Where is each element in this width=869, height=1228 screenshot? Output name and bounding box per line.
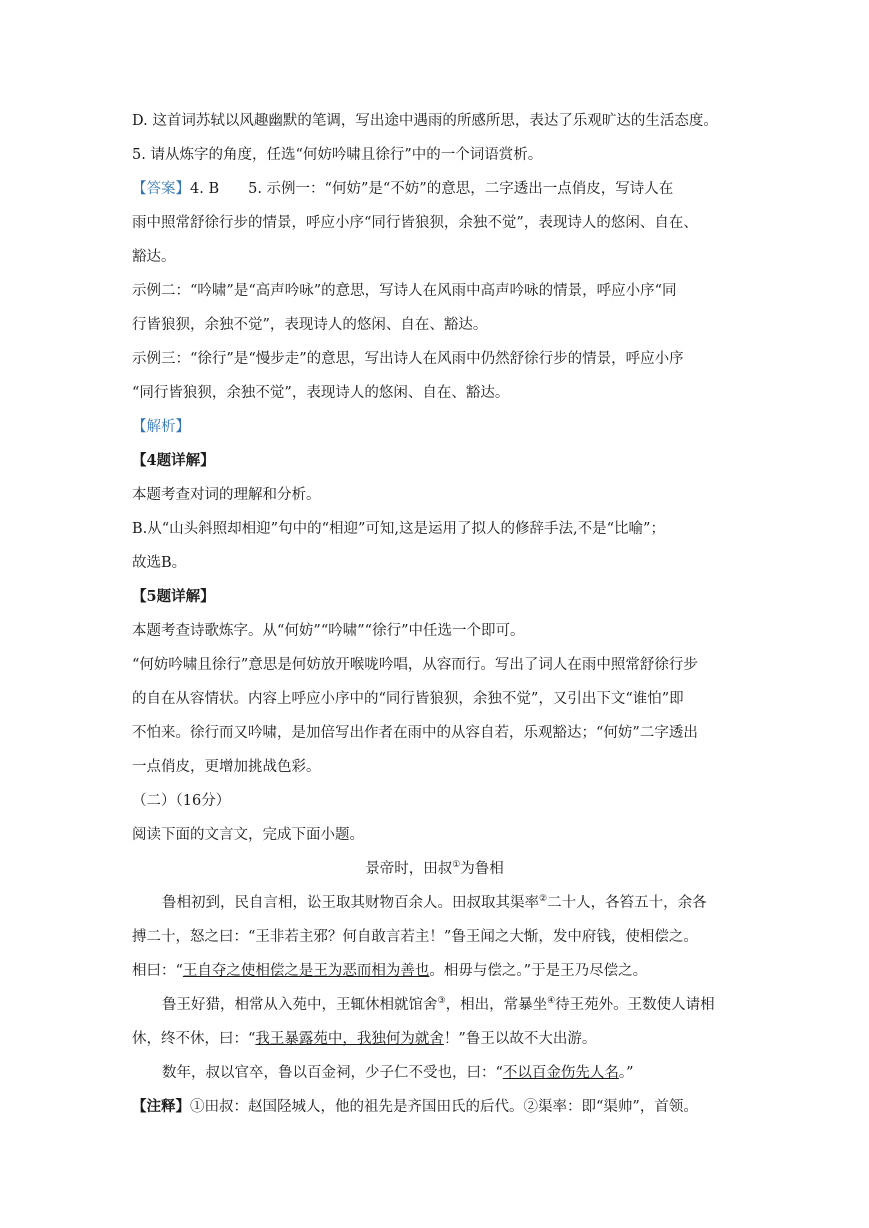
q5-detail-tag: 【5题详解】 — [132, 588, 215, 605]
underlined-sentence-1: 王自夺之使相偿之是王为恶而相为善也 — [182, 963, 430, 979]
section-heading: （二）（16分） — [132, 793, 231, 809]
option-d-text: D. 这首词苏轼以风趣幽默的笔调，写出途中遇雨的所感所思，表达了乐观旷达的生活态度。 — [132, 113, 718, 129]
passage-p1-line-2: 搏二十，怒之曰：“王非若主邪？何自敢言若主！”鲁王闻之大惭，发中府钱，使相偿之。 — [132, 929, 698, 945]
notes-text: ①田叔：赵国陉城人，他的祖先是齐国田氏的后代。②渠率：即“渠帅”，首领。 — [190, 1099, 698, 1115]
answer-tag: 【答案】 — [132, 181, 190, 197]
footnote-mark: ③ — [437, 996, 446, 1007]
passage-p3-line-1: 数年，叔以官卒，鲁以百金祠，少子仁不受也，曰：“不以百金伤先人名。” — [162, 1065, 634, 1081]
q4-detail-line-1: 本题考查对词的理解和分析。 — [132, 487, 321, 503]
example-3-line-2: “同行皆狼狈，余独不觉”，表现诗人的悠闲、自在、豁达。 — [132, 385, 510, 401]
q5-detail-line-2: “何妨吟啸且徐行”意思是何妨放开喉咙吟唱，从容而行。写出了词人在雨中照常舒徐行步 — [132, 657, 698, 673]
q4-detail-tag: 【4题详解】 — [132, 452, 215, 469]
notes-line — [132, 1097, 698, 1117]
passage-p1-line-1: 鲁相初到，民自言相，讼王取其财物百余人。田叔取其渠率②二十人，各笞五十，余各 — [162, 894, 707, 911]
passage-title: 景帝时，田叔①为鲁相 — [365, 860, 504, 877]
q5-detail-line-3: 的自在从容情状。内容上呼应小序中的“同行皆狼狈，余独不觉”，又引出下文“谁怕”即 — [132, 691, 684, 707]
notes-tag: 【注释】 — [132, 1098, 190, 1115]
answer-line — [132, 179, 673, 199]
example-2-line-1: 示例二：“吟啸”是“高声吟咏”的意思，写诗人在风雨中高声吟咏的情景，呼应小序“同 — [132, 283, 677, 299]
passage-p2-line-2: 休，终不休，曰：“我王暴露苑中，我独何为就舍！”鲁王以故不大出游。 — [132, 1031, 597, 1047]
underlined-sentence-3: 不以百金伤先人名 — [502, 1065, 619, 1081]
footnote-mark: ② — [539, 894, 548, 905]
analysis-tag: 【解析】 — [132, 419, 190, 435]
answer-line-2: 雨中照常舒徐行步的情景，呼应小序“同行皆狼狈，余独不觉”，表现诗人的悠闲、自在、 — [132, 215, 698, 231]
q5-detail-line-5: 一点俏皮，更增加挑战色彩。 — [132, 759, 321, 775]
footnote-mark: ④ — [547, 996, 556, 1007]
footnote-mark: ① — [452, 860, 461, 871]
example-2-line-2: 行皆狼狈，余独不觉”，表现诗人的悠闲、自在、豁达。 — [132, 317, 488, 333]
example-3-line-1: 示例三：“徐行”是“慢步走”的意思，写出诗人在风雨中仍然舒徐行步的情景，呼应小序 — [132, 351, 684, 367]
q4-detail-line-2: B.从“山头斜照却相迎”句中的“相迎”可知,这是运用了拟人的修辞手法,不是“比喻”； — [132, 521, 665, 537]
underlined-sentence-2: 我王暴露苑中，我独何为就舍 — [255, 1031, 444, 1047]
q5-detail-line-4: 不怕来。徐行而又吟啸，是加倍写出作者在雨中的从容自若，乐观豁达；“何妨”二字透出 — [132, 725, 698, 741]
answer-text: 4. B 5. 示例一：“何妨”是“不妨”的意思，二字透出一点俏皮，写诗人在 — [190, 181, 674, 197]
answer-line-3: 豁达。 — [132, 249, 176, 265]
reading-instruction: 阅读下面的文言文，完成下面小题。 — [132, 827, 364, 843]
q4-detail-line-3: 故选B。 — [132, 555, 187, 571]
q5-detail-line-1: 本题考查诗歌炼字。从“何妨”“吟啸”“徐行”中任选一个即可。 — [132, 623, 525, 639]
passage-p1-line-3: 相曰：“王自夺之使相偿之是王为恶而相为善也。相毋与偿之。”于是王乃尽偿之。 — [132, 963, 648, 979]
passage-p2-line-1: 鲁王好猎，相常从入苑中，王辄休相就馆舍③，相出，常暴坐④待王苑外。王数使人请相 — [162, 996, 715, 1013]
question-5-text: 5. 请从炼字的角度，任选“何妨吟啸且徐行”中的一个词语赏析。 — [132, 147, 543, 163]
